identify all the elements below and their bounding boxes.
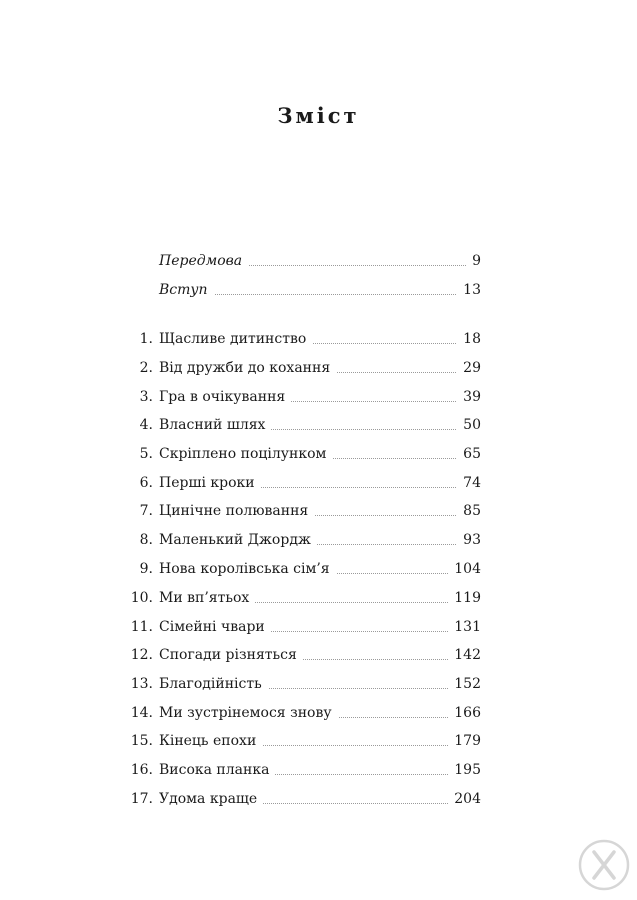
toc-entry-chapter[interactable]: [0, 472, 637, 494]
toc-entry-chapter[interactable]: [0, 414, 637, 436]
toc-entry-chapter[interactable]: [0, 616, 637, 638]
toc-entry-label: Маленький Джордж: [159, 529, 317, 551]
chapter-number: 1.: [139, 331, 153, 347]
toc-entry-label: Висока планка: [159, 759, 275, 781]
toc-entry-page: 18: [457, 328, 481, 350]
toc-entry-page: 204: [448, 788, 481, 810]
chapter-number: 5.: [139, 446, 153, 462]
toc-entry-page: 152: [448, 673, 481, 695]
toc-entry-label: Від дружби до кохання: [159, 357, 336, 379]
chapter-number: 11.: [130, 619, 153, 635]
chapter-number: 17.: [130, 791, 153, 807]
chapter-number: 2.: [139, 360, 153, 376]
toc-entry-page: 50: [457, 414, 481, 436]
toc-entry-page: 119: [448, 587, 481, 609]
toc-entry-chapter[interactable]: [0, 644, 637, 666]
toc-entry-foreword[interactable]: [0, 250, 637, 272]
toc-entry-label: Цинічне полювання: [159, 500, 314, 522]
toc-entry-chapter[interactable]: [0, 443, 637, 465]
toc-entry-chapter[interactable]: [0, 673, 637, 695]
chapter-number: 8.: [139, 532, 153, 548]
toc-entry-page: 13: [457, 279, 481, 301]
toc-entry-chapter[interactable]: [0, 529, 637, 551]
toc-entry-chapter[interactable]: [0, 386, 637, 408]
chapter-number: 7.: [139, 503, 153, 519]
x-logo-icon: [577, 838, 631, 892]
toc-entry-chapter[interactable]: [0, 558, 637, 580]
toc-entry-label: Нова королівська сім’я: [159, 558, 336, 580]
toc-entry-chapter[interactable]: [0, 788, 637, 810]
chapter-number: 4.: [139, 417, 153, 433]
toc-entry-label: Перші кроки: [159, 472, 261, 494]
toc-entry-label: Благодійність: [159, 673, 268, 695]
page-title: Зміст: [277, 103, 360, 128]
toc-entry-label: Гра в очікування: [159, 386, 291, 408]
toc-entry-page: 9: [466, 250, 481, 272]
toc-entry-chapter[interactable]: [0, 500, 637, 522]
toc-entry-label: Кінець епохи: [159, 730, 262, 752]
toc-entry-page: 142: [448, 644, 481, 666]
toc-entry-chapter[interactable]: [0, 328, 637, 350]
toc-entry-page: 179: [448, 730, 481, 752]
toc-entry-page: 195: [448, 759, 481, 781]
toc-entry-page: 85: [457, 500, 481, 522]
chapter-number: 6.: [139, 475, 153, 491]
chapter-number: 14.: [130, 705, 153, 721]
toc-entry-chapter[interactable]: [0, 759, 637, 781]
toc-entry-page: 131: [448, 616, 481, 638]
toc-entry-label: Сімейні чвари: [159, 616, 271, 638]
toc-entry-label: Передмова: [159, 250, 248, 272]
toc-entry-page: 65: [457, 443, 481, 465]
toc-entry-chapter[interactable]: [0, 587, 637, 609]
toc-entry-chapter[interactable]: [0, 702, 637, 724]
toc-entry-page: 166: [448, 702, 481, 724]
toc-entry-label: Удома краще: [159, 788, 263, 810]
toc-entry-page: 104: [448, 558, 481, 580]
chapter-number: 15.: [130, 733, 153, 749]
toc-entry-label: Ми вп’ятьох: [159, 587, 255, 609]
toc-entry-chapter[interactable]: [0, 730, 637, 752]
toc-entry-introduction[interactable]: [0, 279, 637, 301]
toc-entry-label: Вступ: [159, 279, 214, 301]
toc-entry-page: 39: [457, 386, 481, 408]
chapter-number: 16.: [130, 762, 153, 778]
chapter-number: 12.: [130, 647, 153, 663]
toc-entry-label: Власний шлях: [159, 414, 271, 436]
toc-entry-page: 93: [457, 529, 481, 551]
toc-entry-chapter[interactable]: [0, 357, 637, 379]
toc-entry-label: Спогади різняться: [159, 644, 303, 666]
chapter-number: 9.: [139, 561, 153, 577]
chapter-number: 3.: [139, 389, 153, 405]
toc-entry-label: Ми зустрінемося знову: [159, 702, 338, 724]
toc-entry-page: 29: [457, 357, 481, 379]
toc-entry-label: Скріплено поцілунком: [159, 443, 332, 465]
toc-entry-page: 74: [457, 472, 481, 494]
toc-entry-label: Щасливе дитинство: [159, 328, 312, 350]
chapter-number: 10.: [130, 590, 153, 606]
chapter-number: 13.: [130, 676, 153, 692]
